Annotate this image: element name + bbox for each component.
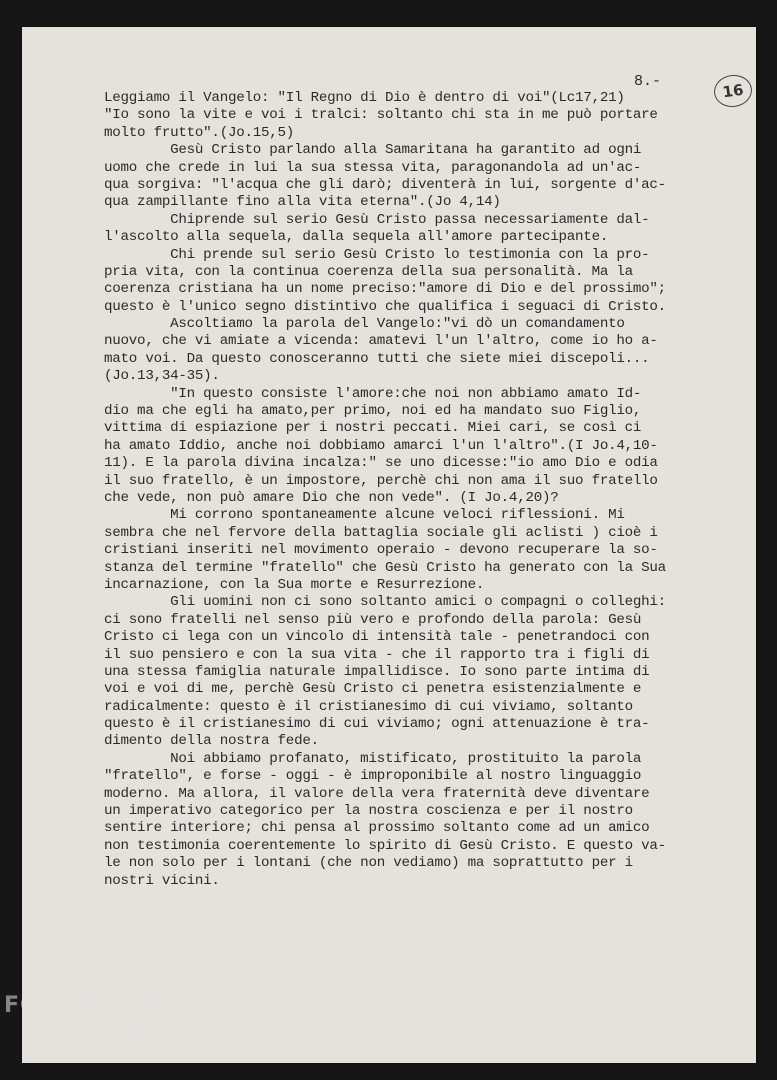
text-line: sentire interiore; chi pensa al prossimo soltanto come ad un amico — [104, 820, 650, 837]
text-line: radicalmente: questo è il cristianesimo di cui viviamo, soltanto — [104, 698, 633, 715]
archive-number: 16 — [721, 80, 745, 102]
text-line: l'ascolto alla sequela, dalla sequela all'amore partecipante. — [104, 229, 609, 246]
text-line: qua zampillante fino alla vita eterna".(Jo 4,14) — [104, 194, 501, 211]
text-line: Noi abbiamo profanato, mistificato, prostituito la parola — [104, 750, 642, 767]
text-line: vittima di espiazione per i nostri peccati. Miei cari, se così ci — [104, 420, 642, 437]
text-line: "fratello", e forse - oggi - è improponibile al nostro linguaggio — [104, 768, 642, 785]
watermark-subtitle: onlus — [160, 1054, 185, 1064]
text-line: Chi prende sul serio Gesù Cristo lo testimonia con la pro- — [104, 246, 650, 263]
text-line: stanza del termine "fratello" che Gesù Cristo ha generato con la Sua — [104, 559, 666, 576]
text-line: un imperativo categorico per la nostra coscienza e per il nostro — [104, 803, 633, 820]
text-line: uomo che crede in lui la sua stessa vita, paragonandola ad un'ac- — [104, 159, 642, 176]
typed-body-text — [104, 90, 732, 890]
text-line: questo è l'unico segno distintivo che qualifica i seguaci di Cristo. — [104, 298, 666, 315]
fondazione-gramsci-watermark — [4, 993, 187, 1043]
text-line: Leggiamo il Vangelo: "Il Regno di Dio è dentro di voi"(Lc17,21) — [104, 90, 625, 106]
text-line: il suo pensiero e con la sua vita - che il rapporto tra i figli di — [104, 646, 650, 663]
text-line: una stessa famiglia naturale impallidisce. Io sono parte intima di — [104, 663, 650, 680]
page-number: 8.- — [634, 73, 662, 90]
text-line: voi e voi di me, perchè Gesù Cristo ci penetra esistenzialmente e — [104, 681, 642, 698]
text-line: (Jo.13,34-35). — [104, 368, 220, 385]
text-line: "In questo consiste l'amore:che noi non abbiamo amato Id- — [104, 385, 642, 402]
text-line: Mi corrono spontaneamente alcune veloci riflessioni. Mi — [104, 507, 625, 524]
text-line: che vede, non può amare Dio che non vede". (I Jo.4,20)? — [104, 489, 559, 506]
text-line: sembra che nel fervore della battaglia sociale gli aclisti ) cioè i — [104, 524, 658, 541]
text-line: qua sorgiva: "l'acqua che gli darò; diventerà in lui, sorgente d'ac- — [104, 176, 666, 193]
text-line: "Io sono la vite e voi i tralci: soltanto chi sta in me può portare — [104, 107, 658, 124]
watermark-line-2: GRAMSCI — [66, 1018, 188, 1043]
text-line: dio ma che egli ha amato,per primo, noi ed ha mandato suo Figlio, — [104, 403, 642, 420]
text-line: nuovo, che vi amiate a vicenda: amatevi l'un l'altro, come io ho a- — [104, 333, 658, 350]
text-line: dimento della nostra fede. — [104, 733, 319, 750]
text-line: ha amato Iddio, anche noi dobbiamo amarci l'un l'altro".(I Jo.4,10- — [104, 437, 658, 454]
text-line: questo è il cristianesimo di cui viviamo; ogni attenuazione è tra- — [104, 716, 650, 733]
text-line: cristiani inseriti nel movimento operaio - devono recuperare la so- — [104, 542, 658, 559]
text-line: coerenza cristiana ha un nome preciso:"amore di Dio e del prossimo"; — [104, 281, 666, 298]
text-line: pria vita, con la continua coerenza della sua personalità. Ma la — [104, 263, 633, 280]
text-line: Gesù Cristo parlando alla Samaritana ha garantito ad ogni — [104, 142, 642, 159]
text-line: incarnazione, con la Sua morte e Resurrezione. — [104, 576, 485, 593]
text-line: moderno. Ma allora, il valore della vera fraternità deve diventare — [104, 785, 650, 802]
text-line: le non solo per i lontani (che non vediamo) ma soprattutto per i — [104, 855, 633, 872]
text-line: mato voi. Da questo conosceranno tutti che siete miei discepoli... — [104, 350, 650, 367]
text-line: Ascoltiamo la parola del Vangelo:"vi dò un comandamento — [104, 316, 625, 333]
text-line: ci sono fratelli nel senso più vero e profondo della parola: Gesù — [104, 611, 642, 628]
text-line: non testimonia coerentemente lo spirito di Gesù Cristo. E questo va- — [104, 837, 666, 854]
text-line: nostri vicini. — [104, 872, 220, 889]
text-line: molto frutto".(Jo.15,5) — [104, 124, 295, 141]
watermark-line-1: FONDAZIONE — [4, 993, 178, 1018]
text-line: 11). E la parola divina incalza:" se uno dicesse:"io amo Dio e odia — [104, 455, 658, 472]
text-line: Cristo ci lega con un vincolo di intensità tale - penetrandoci con — [104, 629, 650, 646]
text-line: il suo fratello, è un impostore, perchè chi non ama il suo fratello — [104, 472, 658, 489]
text-line: Gli uomini non ci sono soltanto amici o compagni o colleghi: — [104, 594, 666, 611]
text-line: Chiprende sul serio Gesù Cristo passa necessariamente dal- — [104, 211, 650, 228]
